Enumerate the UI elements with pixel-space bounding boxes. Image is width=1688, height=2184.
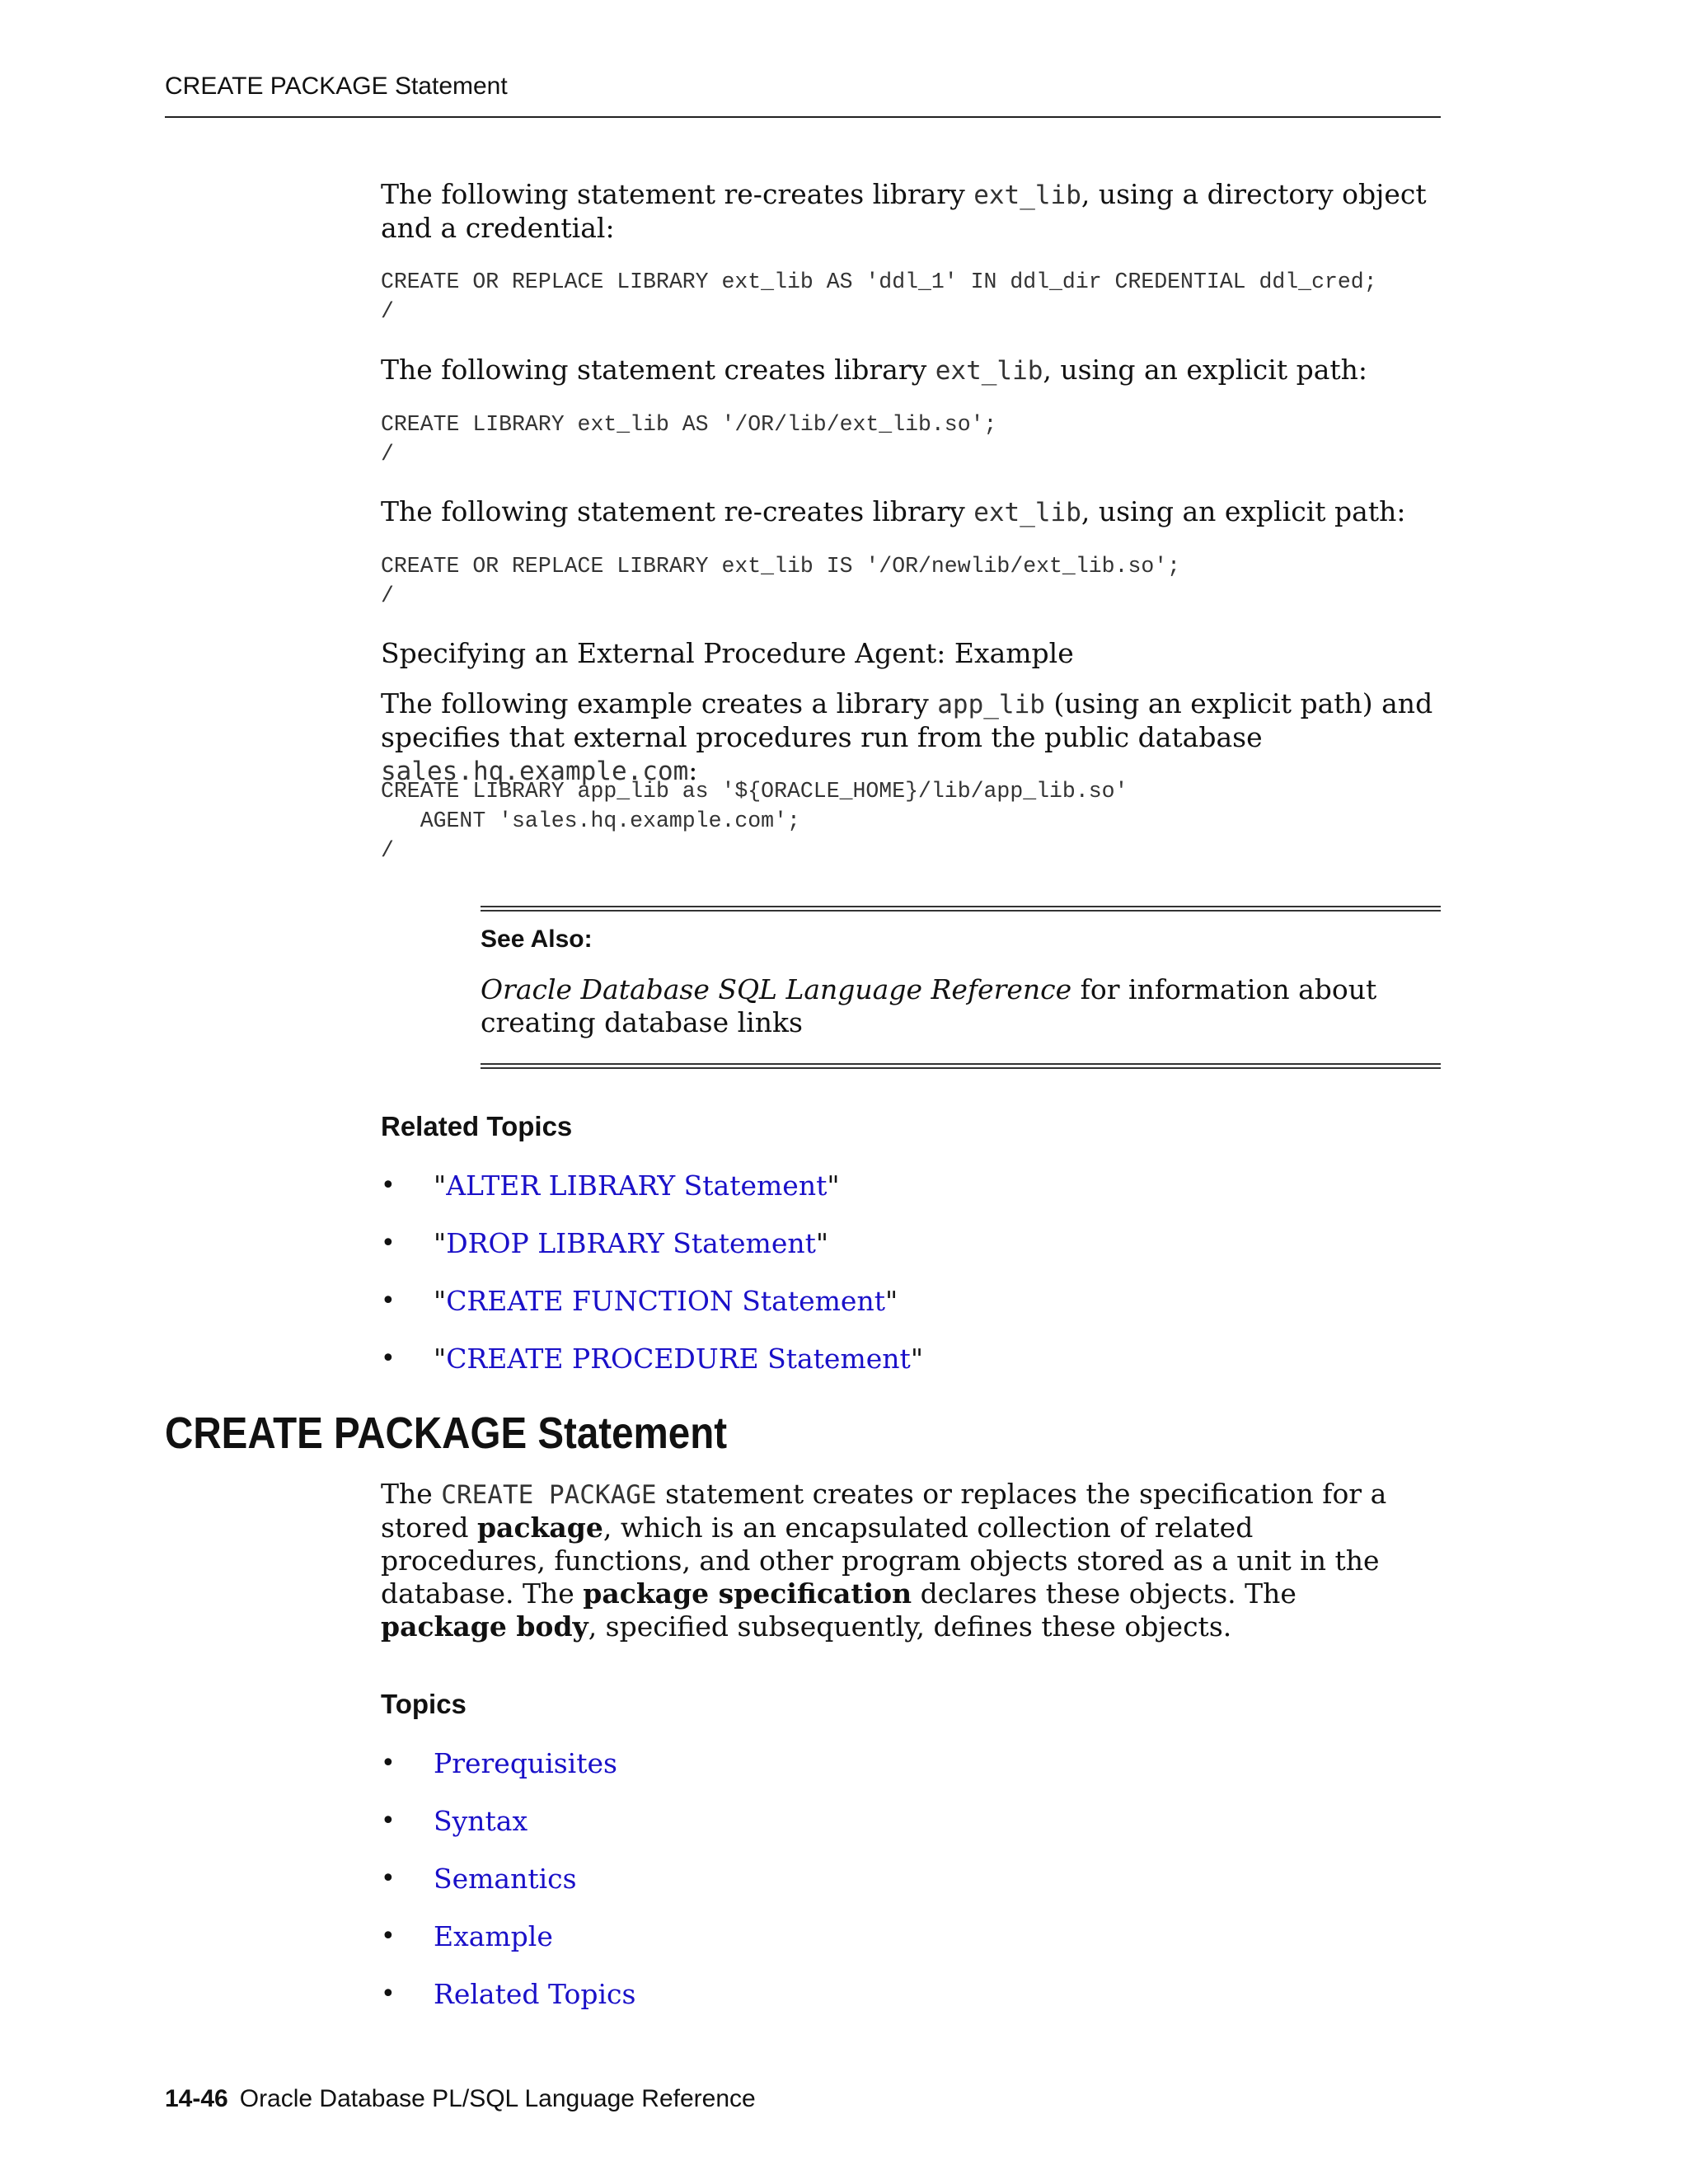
- example-1-intro: The following statement re-creates library ext_lib, using a directory object and a credential:: [381, 178, 1427, 244]
- list-item: [381, 1747, 635, 1805]
- bullet-icon: •: [381, 1922, 396, 1951]
- see-also-title: See Also:: [481, 926, 593, 953]
- inline-code: ext_lib: [973, 498, 1081, 527]
- link-semantics[interactable]: Semantics: [434, 1863, 577, 1895]
- page-number: 14-46: [165, 2085, 228, 2112]
- see-also-top-rule: [481, 906, 1441, 912]
- list-item: • "ALTER LIBRARY Statement": [381, 1169, 840, 1202]
- section-title: CREATE PACKAGE Statement: [165, 1408, 728, 1458]
- link-syntax[interactable]: Syntax: [434, 1805, 528, 1837]
- link-alter-library[interactable]: ALTER LIBRARY Statement: [446, 1169, 828, 1202]
- list-item: [381, 1805, 635, 1863]
- example-1-code: CREATE OR REPLACE LIBRARY ext_lib AS 'ddl_1' IN ddl_dir CREDENTIAL ddl_cred; /: [381, 269, 1377, 324]
- link-create-procedure[interactable]: CREATE PROCEDURE Statement: [446, 1343, 911, 1375]
- bullet-icon: •: [381, 1980, 396, 2008]
- example-2-code: CREATE LIBRARY ext_lib AS '/OR/lib/ext_lib.so'; /: [381, 412, 997, 466]
- example-3-code: CREATE OR REPLACE LIBRARY ext_lib IS '/OR/newlib/ext_lib.so'; /: [381, 554, 1181, 608]
- book-title: Oracle Database PL/SQL Language Reference: [239, 2085, 756, 2112]
- link-example[interactable]: Example: [434, 1920, 553, 1952]
- example-2-intro: The following statement creates library ext_lib, using an explicit path:: [381, 354, 1368, 386]
- list-item: • "DROP LIBRARY Statement": [381, 1227, 829, 1259]
- inline-code: sales.hq.example.com: [381, 757, 689, 786]
- list-item: [381, 1863, 635, 1920]
- agent-example-heading: Specifying an External Procedure Agent: Example: [381, 637, 1074, 669]
- link-drop-library[interactable]: DROP LIBRARY Statement: [446, 1227, 816, 1259]
- bullet-icon: •: [381, 1229, 396, 1258]
- agent-example-code: CREATE LIBRARY app_lib as '${ORACLE_HOME}/lib/app_lib.so' AGENT 'sales.hq.example.com'; /: [381, 779, 1128, 863]
- topics-heading: Topics: [381, 1689, 467, 1719]
- related-topics-list: [381, 1169, 923, 1400]
- bullet-icon: •: [381, 1344, 396, 1373]
- page-footer: [165, 2085, 756, 2113]
- see-also-body: Oracle Database SQL Language Reference for information about creating database links: [481, 973, 1377, 1038]
- header-rule: [165, 116, 1441, 118]
- bullet-icon: •: [381, 1807, 396, 1835]
- bullet-icon: •: [381, 1864, 396, 1893]
- link-prerequisites[interactable]: Prerequisites: [434, 1747, 617, 1779]
- inline-code: CREATE PACKAGE: [441, 1480, 657, 1510]
- list-item: [381, 1978, 635, 2036]
- section-intro: The CREATE PACKAGE statement creates or replaces the specification for a stored package, which is an encapsulated collection of related procedures, functions, and other program objects stored as a unit in the database. The package specification declares these objects. The package body, specified subsequently, defines these objects.: [381, 1478, 1387, 1643]
- bullet-icon: •: [381, 1749, 396, 1778]
- list-item: • "CREATE PROCEDURE Statement": [381, 1343, 923, 1375]
- see-also-bottom-rule: [481, 1063, 1441, 1069]
- related-topics-heading: Related Topics: [381, 1111, 573, 1141]
- see-also-reference: Oracle Database SQL Language Reference: [481, 973, 1072, 1005]
- inline-code: ext_lib: [973, 180, 1081, 210]
- inline-code: app_lib: [937, 690, 1045, 719]
- list-item: • "CREATE FUNCTION Statement": [381, 1285, 898, 1317]
- topics-list: [381, 1747, 635, 2036]
- example-3-intro: The following statement re-creates library ext_lib, using an explicit path:: [381, 495, 1406, 527]
- inline-code: ext_lib: [935, 356, 1043, 386]
- running-header: CREATE PACKAGE Statement: [165, 73, 508, 100]
- link-create-function[interactable]: CREATE FUNCTION Statement: [446, 1285, 885, 1317]
- bullet-icon: •: [381, 1171, 396, 1200]
- agent-example-intro: The following example creates a library app_lib (using an explicit path) and specifies that external procedures run from the public database sales.hq.example.com:: [381, 687, 1433, 786]
- bullet-icon: •: [381, 1286, 396, 1315]
- link-related-topics[interactable]: Related Topics: [434, 1978, 636, 2010]
- list-item: [381, 1920, 635, 1978]
